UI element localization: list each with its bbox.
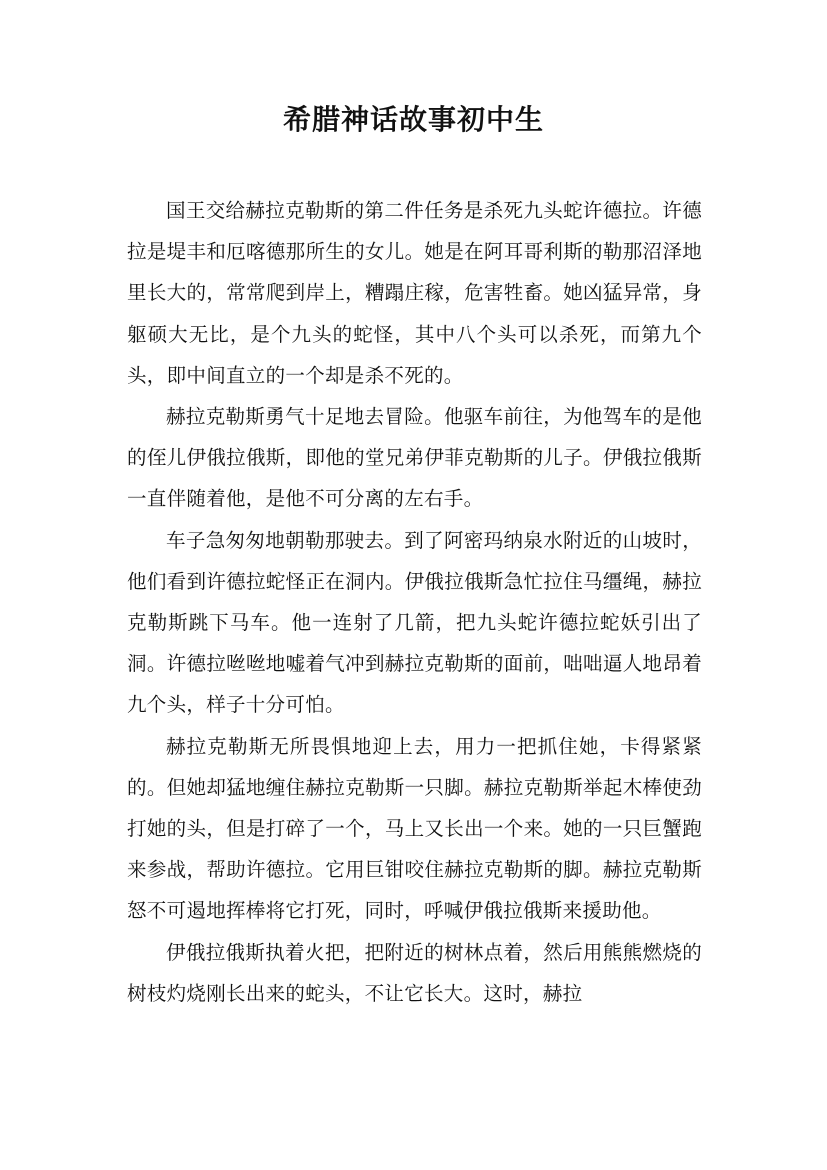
paragraph-4: 赫拉克勒斯无所畏惧地迎上去，用力一把抓住她，卡得紧紧的。但她却猛地缠住赫拉克勒斯一只脚。赫拉克勒斯举起木棒使劲打她的头，但是打碎了一个，马上又长出一个来。她的一只巨蟹跑来参战，帮助许德拉。它用巨钳咬住赫拉克勒斯的脚。赫拉克勒斯怒不可遏地挥棒将它打死，同时，呼喊伊俄拉俄斯来援助他。	[127, 734, 702, 923]
paragraph-2: 赫拉克勒斯勇气十足地去冒险。他驱车前往，为他驾车的是他的侄儿伊俄拉俄斯，即他的堂兄弟伊菲克勒斯的儿子。伊俄拉俄斯一直伴随着他，是他不可分离的左右手。	[127, 405, 702, 511]
paragraph-1: 国王交给赫拉克勒斯的第二件任务是杀死九头蛇许德拉。许德拉是堤丰和厄喀德那所生的女儿。她是在阿耳哥利斯的勒那沼泽地里长大的，常常爬到岸上，糟蹋庄稼，危害牲畜。她凶猛异常，身躯硕大无比，是个九头的蛇怪，其中八个头可以杀死，而第九个头，即中间直立的一个却是杀不死的。	[127, 199, 702, 387]
document-body	[127, 190, 702, 1014]
paragraph-3: 车子急匆匆地朝勒那驶去。到了阿密玛纳泉水附近的山坡时，他们看到许德拉蛇怪正在洞内。伊俄拉俄斯急忙拉住马缰绳，赫拉克勒斯跳下马车。他一连射了几箭，把九头蛇许德拉蛇妖引出了洞。许德拉咝咝地嘘着气冲到赫拉克勒斯的面前，咄咄逼人地昂着九个头，样子十分可怕。	[127, 528, 702, 717]
paragraph-5: 伊俄拉俄斯执着火把，把附近的树林点着，然后用熊熊燃烧的树枝灼烧刚长出来的蛇头，不让它长大。这时，赫拉	[127, 940, 702, 1005]
document-title: 希腊神话故事初中生	[282, 103, 544, 136]
